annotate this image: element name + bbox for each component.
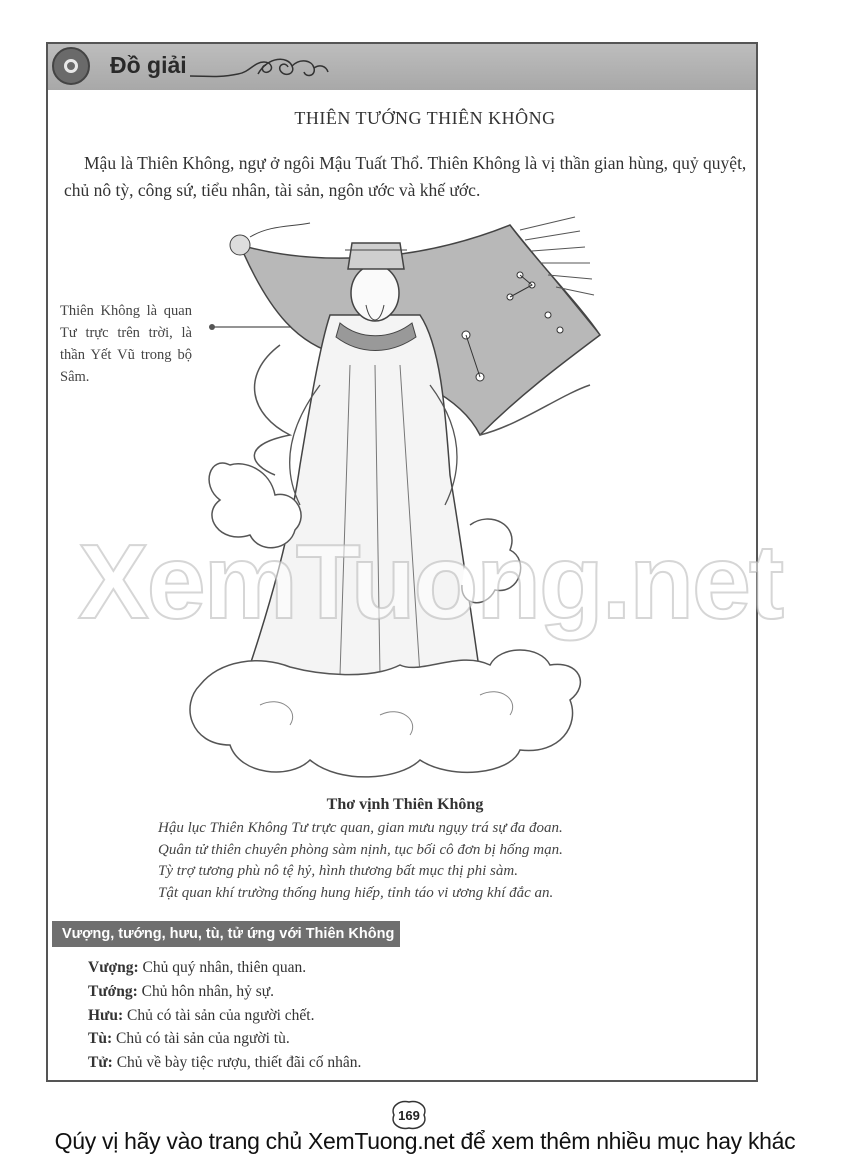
entry-label: Vượng:	[88, 959, 139, 976]
figure-callout: Thiên Không là quan Tư trực trên trời, là thần Yết Vũ trong bộ Sâm.	[60, 303, 192, 385]
poem-line: Tật quan khí trường thống hung hiếp, tỉnh táo vi ương khí đắc an.	[158, 884, 554, 901]
header-title: Đồ giải	[110, 52, 187, 78]
entry-label: Hưu:	[88, 1006, 124, 1024]
entry-text: Chủ có tài sản của người chết.	[123, 1006, 315, 1024]
list-item	[88, 1051, 728, 1075]
section-header: Vượng, tướng, hưu, tù, tử ứng với Thiên Không	[52, 921, 400, 947]
deity-illustration	[180, 205, 620, 795]
page-number-badge	[388, 1098, 430, 1132]
cloud-scroll-ornament-icon	[188, 52, 338, 84]
state-list	[88, 956, 728, 1075]
watermark: XemTuong.net	[78, 523, 783, 641]
poem-line: Tỳ trợ tương phù nô tệ hỷ, hình thương bất mục thị phi sàm.	[158, 863, 518, 879]
poem-line: Hậu lục Thiên Không Tư trực quan, gian mưu ngụy trá sự đa đoan.	[158, 820, 563, 836]
entry-label: Tử:	[88, 1054, 113, 1072]
page-title: THIÊN TƯỚNG THIÊN KHÔNG	[294, 108, 556, 128]
entry-text: Chủ hôn nhân, hỷ sự.	[137, 982, 275, 1000]
footer-text: Qúy vị hãy vào trang chủ XemTuong.net để xem thêm nhiều mục hay khác	[54, 1128, 796, 1154]
list-item	[88, 980, 728, 1004]
list-item	[88, 1004, 728, 1028]
intro-paragraph: Mậu là Thiên Không, ngự ở ngôi Mậu Tuất Thổ. Thiên Không là vị thần gian hùng, quỷ quyệt, chủ nô tỳ, công sứ, tiểu nhân, tài sản, ngôn ước và khế ước.	[64, 153, 747, 200]
header-bar	[46, 42, 758, 90]
list-item	[88, 956, 728, 980]
page-number: 169	[398, 1108, 420, 1123]
poem	[158, 818, 698, 904]
entry-label: Tướng:	[88, 982, 138, 1000]
entry-text: Chủ quý nhân, thiên quan.	[138, 959, 307, 976]
poem-line: Quân tử thiên chuyên phòng sàm nịnh, tục bối cô đơn bị hống mạn.	[158, 841, 563, 858]
entry-text: Chủ có tài sản của người tù.	[112, 1030, 290, 1048]
entry-label: Tù:	[88, 1030, 113, 1048]
bagua-emblem-icon	[52, 47, 90, 85]
entry-text: Chủ về bày tiệc rượu, thiết đãi cố nhân.	[112, 1054, 362, 1072]
list-item	[88, 1027, 728, 1051]
poem-title: Thơ vịnh Thiên Không	[326, 796, 484, 813]
